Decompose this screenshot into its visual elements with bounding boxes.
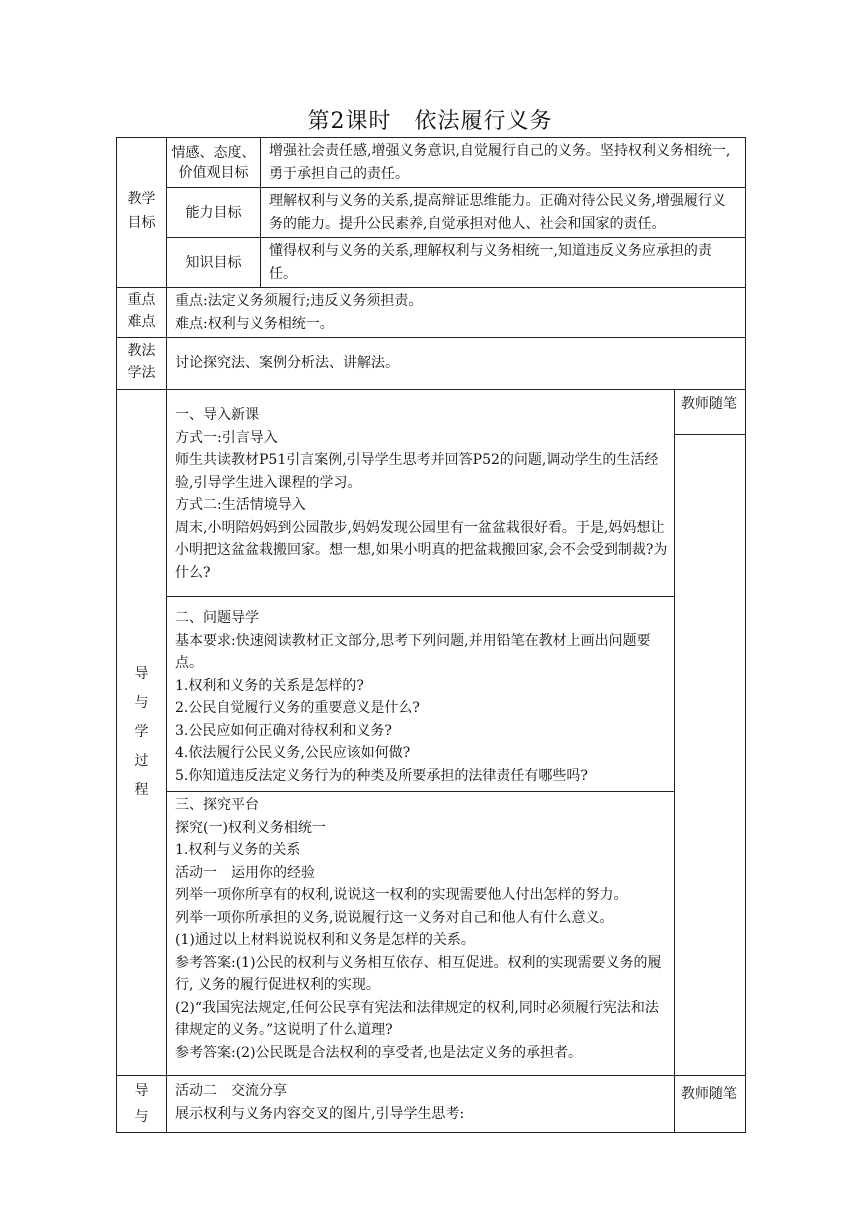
- question-item: 2.公民自觉履行义务的重要意义是什么?: [175, 700, 420, 716]
- teacher-notes-label: 教师随笔: [675, 390, 746, 435]
- process-row-1: [117, 390, 746, 435]
- process-label-text: 导与学过程: [134, 666, 149, 798]
- section-heading: 一、导入新课: [175, 407, 259, 423]
- methods-text: 讨论探究法、案例分析法、讲解法。: [167, 338, 746, 390]
- keypoints-label: [117, 288, 167, 338]
- section-line: 活动一 运用你的经验: [175, 864, 315, 881]
- objective-name: 情感、态度、价值观目标: [167, 138, 261, 188]
- section-line: (1)通过以上材料说说权利和义务是怎样的关系。: [175, 932, 475, 948]
- section-heading: 三、探究平台: [175, 797, 259, 813]
- section-line: 周末,小明陪妈妈到公园散步,妈妈发现公园里有一盆盆栽很好看。于是,妈妈想让小明把这盆盆栽搬回家。想一想,如果小明真的把盆栽搬回家,会不会受到制裁?为什么?: [175, 519, 668, 581]
- keypoints-label-text: 重点难点: [127, 291, 156, 330]
- process-continued-row: [117, 1076, 746, 1133]
- section-line: 列举一项你所承担的义务,说说履行这一义务对自己和他人有什么意义。: [175, 909, 614, 926]
- question-item: 4.依法履行公民义务,公民应该如何做?: [175, 745, 411, 761]
- objectives-label: [117, 138, 167, 288]
- keypoint-line: 重点:法定义务须履行;违反义务须担责。: [175, 293, 423, 309]
- answer-line: 参考答案:(1)公民的权利与义务相互依存、相互促进。权利的实现需要义务的履行, 义务的履行促进权利的实现。: [175, 954, 662, 993]
- section-line: 方式一:引言导入: [175, 429, 278, 446]
- section-line: (2)“我国宪法规定,任何公民享有宪法和法律规定的权利,同时必须履行宪法和法律规定的义务。”这说明了什么道理?: [175, 999, 659, 1038]
- section-line: 探究(一)权利义务相统一: [175, 819, 326, 836]
- methods-label-text: 教法学法: [127, 342, 156, 381]
- question-item: 3.公民应如何正确对待权利和义务?: [175, 722, 392, 739]
- keypoint-line: 难点:权利与义务相统一。: [175, 315, 334, 332]
- methods-label: [117, 338, 167, 390]
- teacher-notes-area[interactable]: [675, 435, 746, 1076]
- process-label: [117, 390, 167, 1076]
- question-item: 1.权利和义务的关系是怎样的?: [175, 677, 364, 694]
- exploration-section: [167, 792, 675, 1076]
- objective-name: 知识目标: [167, 238, 261, 288]
- section-line: 列举一项你所享有的权利,说说这一权利的实现需要他人付出怎样的努力。: [175, 887, 628, 903]
- process-row-3: [117, 792, 746, 1076]
- objective-row-ability: [117, 188, 746, 238]
- page-title: 第2课时 依法履行义务: [307, 109, 553, 134]
- section-line: 基本要求:快速阅读教材正文部分,思考下列问题,并用铅笔在教材上画出问题要点。: [175, 632, 651, 671]
- section-line: 活动二 交流分享: [175, 1083, 287, 1099]
- section-line: 展示权利与义务内容交叉的图片,引导学生思考:: [175, 1105, 465, 1122]
- section-heading: 二、问题导学: [175, 610, 259, 626]
- activity-two-section: [167, 1076, 675, 1133]
- methods-row: [117, 338, 746, 390]
- teacher-notes-label-2: 教师随笔: [675, 1076, 746, 1133]
- answer-line: 参考答案:(2)公民既是合法权利的享受者,也是法定义务的承担者。: [175, 1044, 582, 1061]
- objective-row-knowledge: [117, 238, 746, 288]
- question-item: 5.你知道违反法定义务行为的种类及所要承担的法律责任有哪些吗?: [175, 767, 588, 784]
- section-line: 1.权利与义务的关系: [175, 842, 301, 858]
- keypoints-row: [117, 288, 746, 338]
- objective-name: 能力目标: [167, 188, 261, 238]
- keypoints-content: [167, 288, 746, 338]
- objective-text: 理解权利与义务的关系,提高辩证思维能力。正确对待公民义务,增强履行义务的能力。提升公民素养,自觉承担对他人、社会和国家的责任。: [261, 188, 746, 238]
- objective-text: 增强社会责任感,增强义务意识,自觉履行自己的义务。坚持权利义务相统一,勇于承担自己的责任。: [261, 138, 746, 188]
- objective-row-emotion: [117, 138, 746, 188]
- question-guide-section: [167, 597, 675, 792]
- section-line: 师生共读教材P51引言案例,引导学生思考并回答P52的问题,调动学生的生活经验,引导学生进入课程的学习。: [175, 452, 659, 491]
- process-continued-label: [117, 1076, 167, 1133]
- process-continued-label-text: 导与: [134, 1083, 149, 1125]
- section-line: 方式二:生活情境导入: [175, 497, 306, 513]
- objectives-label-text: 教学目标: [127, 191, 156, 231]
- intro-section: [167, 390, 675, 597]
- lesson-plan-table: [116, 137, 746, 1133]
- objective-text: 懂得权利与义务的关系,理解权利与义务相统一,知道违反义务应承担的责任。: [261, 238, 746, 288]
- process-row-2: [117, 597, 746, 792]
